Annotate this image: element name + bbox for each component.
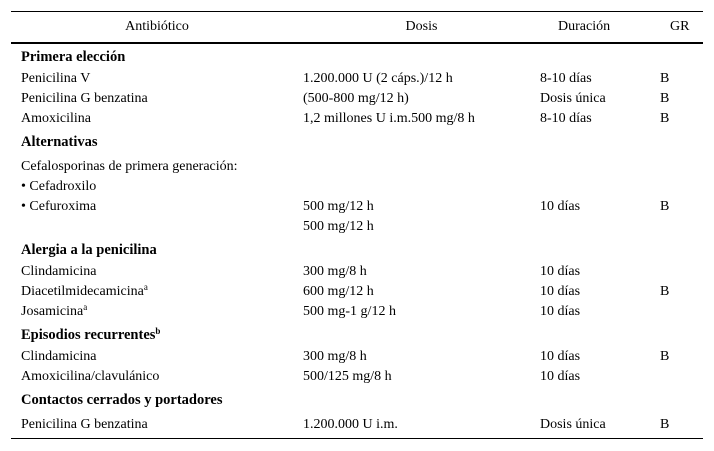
cell-antibiotic: Amoxicilina xyxy=(21,111,91,126)
cell-duration: 10 días xyxy=(540,369,581,384)
cell-dose: 500 mg/12 h xyxy=(303,219,374,234)
footnote-marker: b xyxy=(155,326,161,336)
antibiotic-name: Diacetilmidecamicina xyxy=(21,284,144,299)
cell-duration: 10 días xyxy=(540,199,581,214)
cell-gr xyxy=(660,217,703,237)
section-row xyxy=(11,322,703,347)
table-row xyxy=(11,89,703,109)
table-header xyxy=(11,12,703,44)
table-row xyxy=(11,412,703,439)
cell-duration: 10 días xyxy=(540,264,581,279)
cell-gr: B xyxy=(660,91,670,106)
section-row xyxy=(11,43,703,69)
table-body xyxy=(11,43,703,439)
cell-gr xyxy=(660,177,703,197)
header-row xyxy=(11,12,703,44)
cell-gr xyxy=(660,302,703,322)
header-duration: Duración xyxy=(540,12,660,44)
cell-antibiotic: Penicilina V xyxy=(21,71,91,86)
header-antibiotic: Antibiótico xyxy=(11,12,303,44)
cell-dose: 500 mg/12 h xyxy=(303,199,374,214)
cell-dose: 600 mg/12 h xyxy=(303,284,374,299)
table-row xyxy=(11,217,703,237)
cell-duration xyxy=(540,217,660,237)
cell-duration: 8-10 días xyxy=(540,71,592,86)
cell-antibiotic: Penicilina G benzatina xyxy=(11,412,303,439)
header-gr: GR xyxy=(660,12,703,44)
cell-duration: 8-10 días xyxy=(540,111,592,126)
section-title-text: Episodios recurrentes xyxy=(21,327,156,343)
cell-antibiotic xyxy=(11,217,303,237)
section-row xyxy=(11,129,703,154)
cell-dose: (500-800 mg/12 h) xyxy=(303,91,409,106)
table-row xyxy=(11,177,703,197)
section-title-recurrentes xyxy=(11,322,703,347)
cell-gr: B xyxy=(660,349,670,364)
table-row xyxy=(11,282,703,302)
cell-gr: B xyxy=(660,412,703,439)
section-title-contactos: Contactos cerrados y portadores xyxy=(21,392,223,408)
cell-antibiotic xyxy=(11,262,303,282)
section-row xyxy=(11,387,703,412)
cell-duration: 10 días xyxy=(540,304,581,319)
section-title-alergia: Alergia a la penicilina xyxy=(21,242,157,258)
table-row xyxy=(11,154,703,177)
cell-antibiotic: Amoxicilina/clavulánico xyxy=(21,369,160,384)
cell-duration: Dosis única xyxy=(540,91,606,106)
table-row xyxy=(11,69,703,89)
cell-gr xyxy=(660,367,703,387)
cell-duration xyxy=(540,177,660,197)
table-row xyxy=(11,302,703,322)
cell-antibiotic: Clindamicina xyxy=(21,349,97,364)
cell-gr: B xyxy=(660,111,670,126)
cell-duration: 10 días xyxy=(540,349,581,364)
cell-antibiotic: Cefalosporinas de primera generación: xyxy=(21,159,238,174)
cell-dose: 300 mg/8 h xyxy=(303,264,367,279)
cell-gr: B xyxy=(660,284,670,299)
cell-dose: 1.200.000 U i.m. xyxy=(303,412,540,439)
table-row xyxy=(11,347,703,367)
cell-antibiotic: Penicilina G benzatina xyxy=(21,91,148,106)
antibiotic-table-container xyxy=(11,11,703,439)
section-title-alternativas: Alternativas xyxy=(21,134,98,150)
cell-antibiotic: • Cefuroxima xyxy=(21,199,97,214)
cell-dose: 500 mg-1 g/12 h xyxy=(303,304,396,319)
table-row xyxy=(11,367,703,387)
cell-gr xyxy=(660,154,703,177)
cell-dose: 300 mg/8 h xyxy=(303,349,367,364)
cell-antibiotic: • Cefadroxilo xyxy=(21,179,97,194)
cell-antibiotic xyxy=(11,302,303,322)
footnote-marker: a xyxy=(143,282,148,292)
antibiotic-table xyxy=(11,11,703,439)
cell-gr: B xyxy=(660,71,670,86)
section-row xyxy=(11,237,703,262)
footnote-marker: a xyxy=(83,302,88,312)
table-row xyxy=(11,262,703,282)
antibiotic-name: Clindamicina xyxy=(21,264,97,279)
cell-gr xyxy=(660,262,703,282)
cell-dose xyxy=(303,154,540,177)
cell-gr: B xyxy=(660,199,670,214)
header-dose: Dosis xyxy=(303,12,540,44)
cell-antibiotic xyxy=(11,282,303,302)
cell-duration: 10 días xyxy=(540,284,581,299)
antibiotic-name: Josamicina xyxy=(21,304,84,319)
table-row xyxy=(11,109,703,129)
cell-dose: 1.200.000 U (2 cáps.)/12 h xyxy=(303,71,453,86)
table-row xyxy=(11,197,703,217)
cell-dose xyxy=(303,177,540,197)
cell-duration: Dosis única xyxy=(540,412,660,439)
cell-dose: 500/125 mg/8 h xyxy=(303,369,392,384)
cell-duration xyxy=(540,154,660,177)
section-title-primera: Primera elección xyxy=(21,49,126,65)
cell-dose: 1,2 millones U i.m.500 mg/8 h xyxy=(303,111,475,126)
